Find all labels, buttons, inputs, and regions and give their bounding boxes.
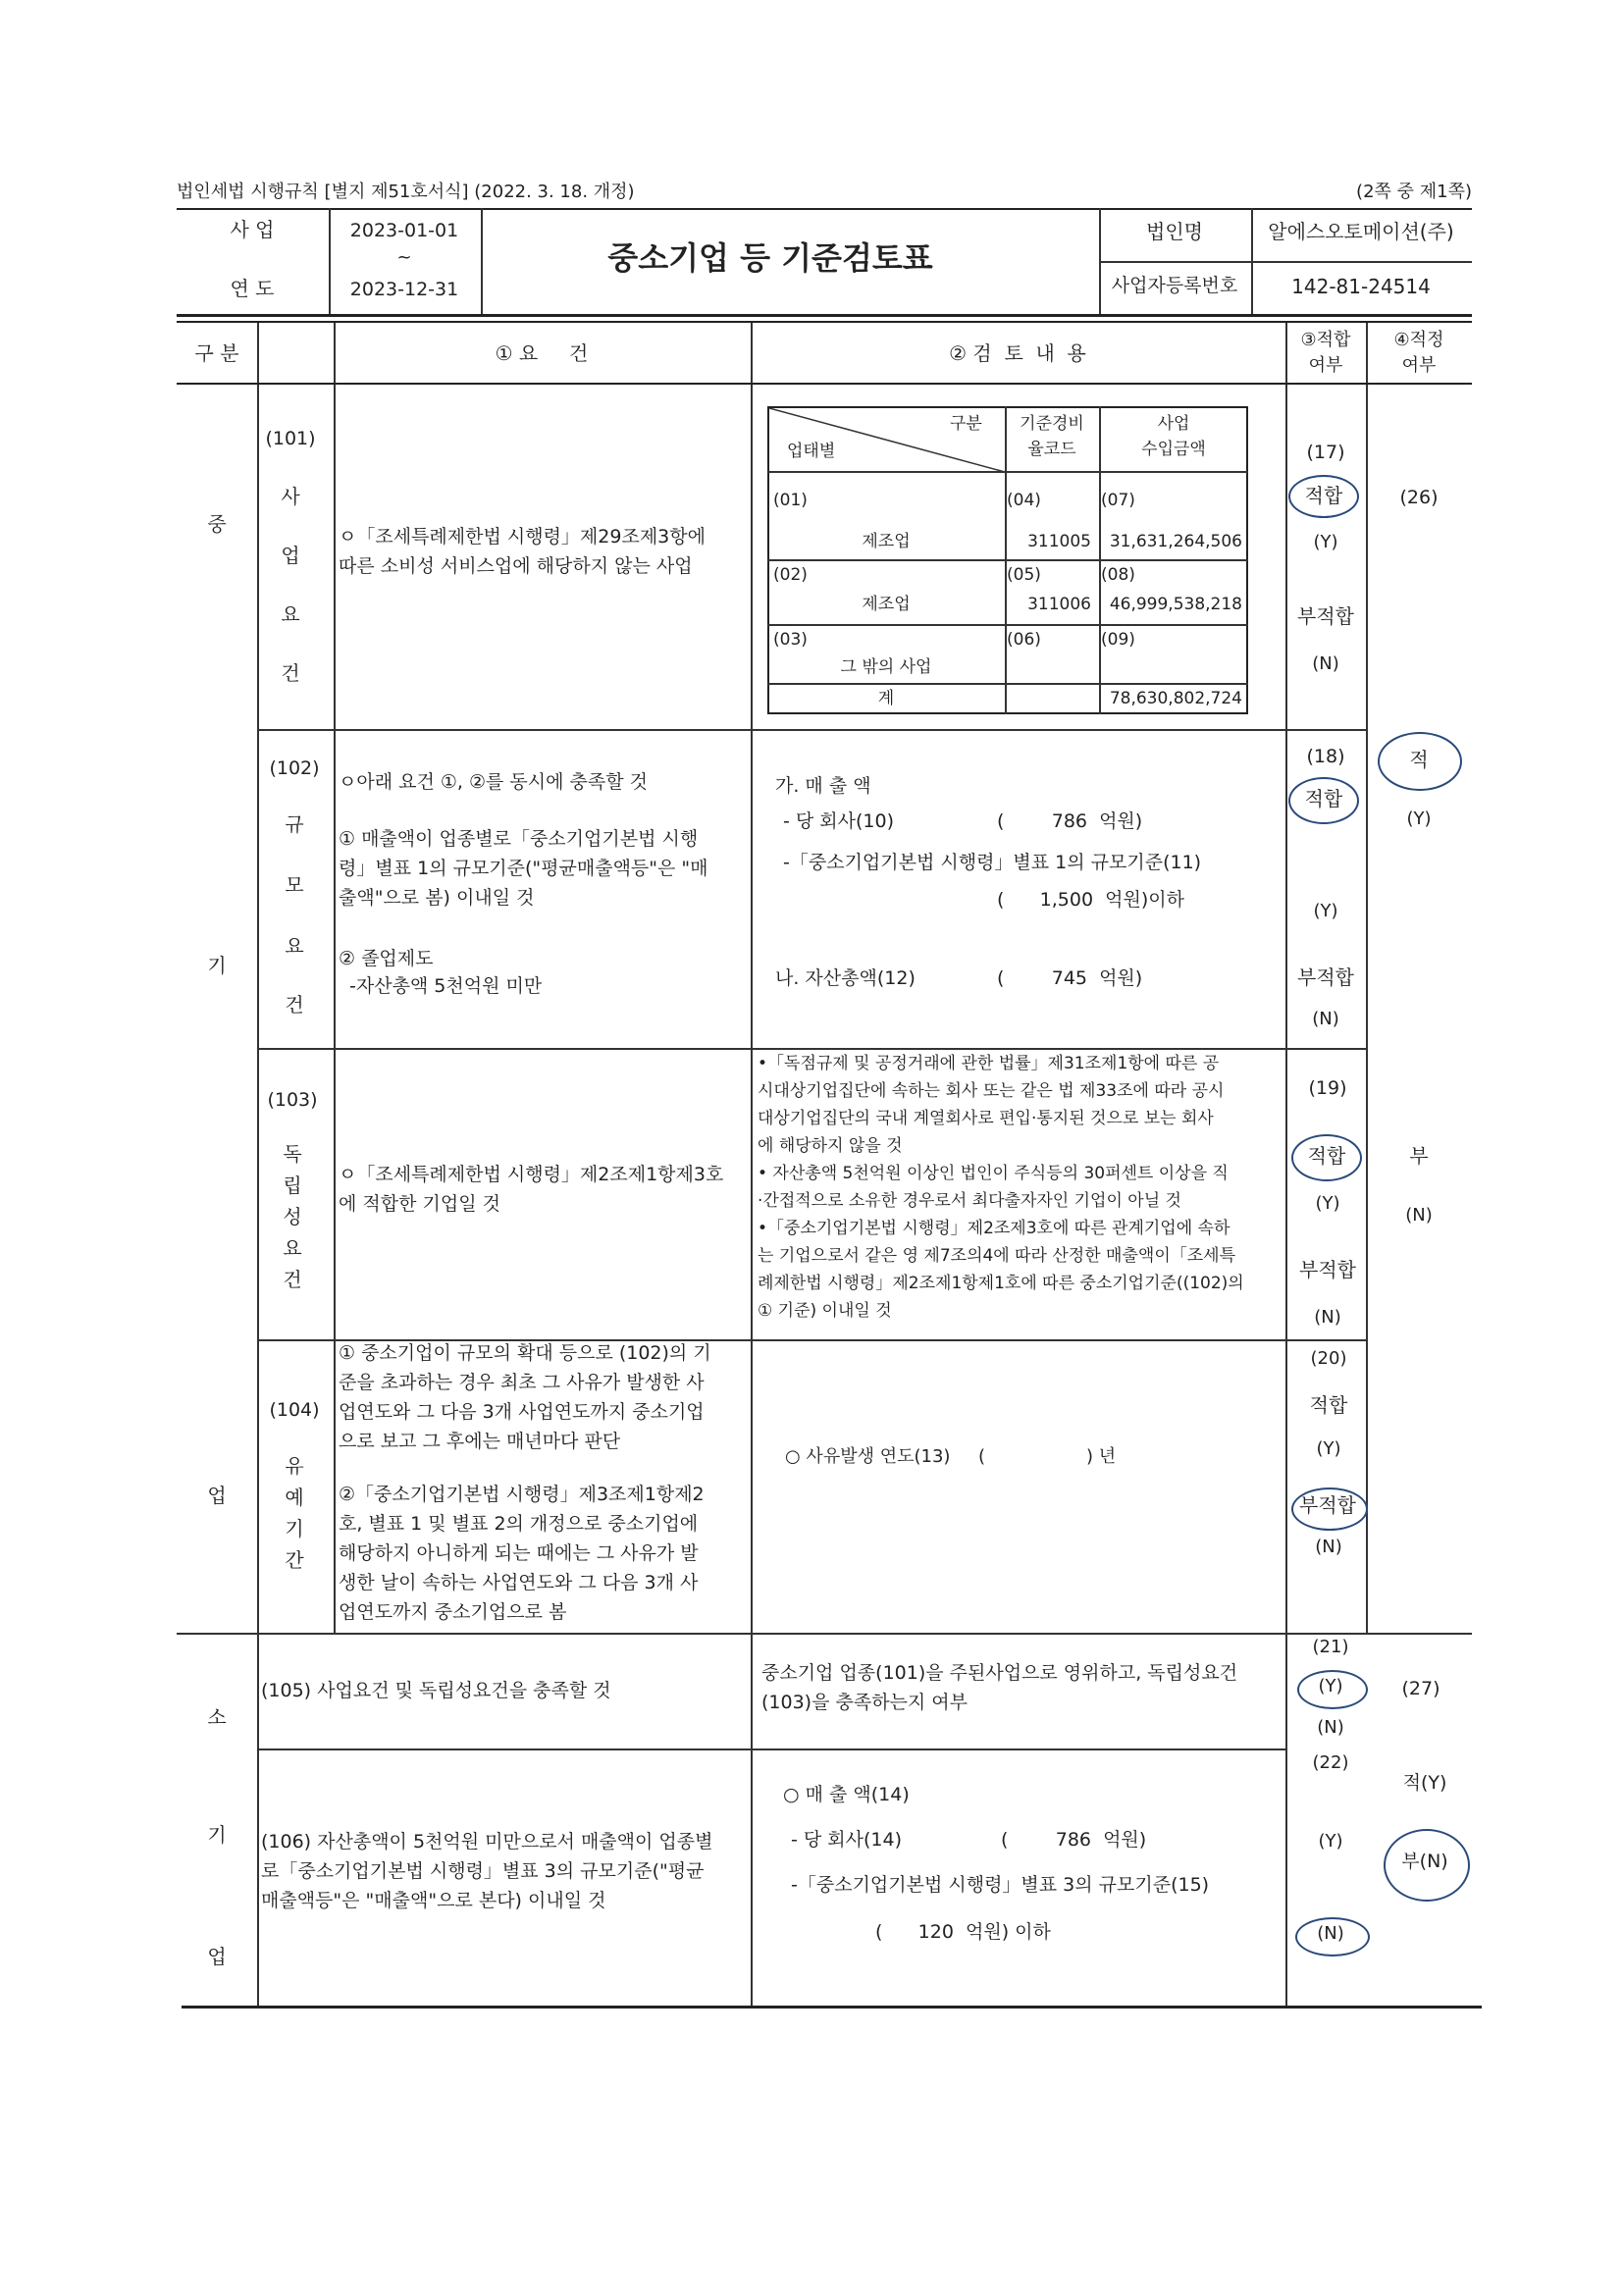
r101-fit-y: (Y) [1313,532,1338,552]
r105-fit-code: (21) [1312,1637,1349,1657]
r102-proper-y: (Y) [1406,809,1432,829]
r101-name-1: 업 [281,544,300,567]
r101-req-1: 따른 소비성 서비스업에 해당하지 않는 사업 [339,555,693,577]
r104-req-7: 해당하지 아니하게 되는 때에는 그 사유가 발 [339,1542,699,1564]
r101-row0-amount: 31,631,264,506 [1109,532,1242,551]
r102-name-2: 요 [285,934,304,958]
r103-rev-0: •「독점규제 및 공정거래에 관한 법률」제31조제1항에 따른 공 [758,1054,1220,1073]
r101-row1-amount: 46,999,538,218 [1109,595,1242,614]
r101-name-0: 사 [281,485,300,508]
r104-name-2: 기 [285,1517,304,1540]
r101-total-label: 계 [877,689,895,708]
r102-name-1: 모 [285,873,304,897]
date-tilde: ~ [396,247,412,268]
r103-fit-n: (N) [1314,1307,1341,1328]
r102-rev-2v: ( 786 억원) [997,810,1143,832]
r104-name-1: 예 [285,1486,304,1509]
r103-fit-no: 부적합 [1299,1258,1356,1281]
r105-req: (105) 사업요건 및 독립성요건을 충족할 것 [261,1680,611,1701]
r104-rev: ○ 사유발생 연도(13) ( ) 년 [785,1446,1117,1467]
r102-fit-yes: 적합 [1304,787,1343,810]
r104-fit-code: (20) [1310,1348,1347,1369]
r101-total: 78,630,802,724 [1109,689,1242,708]
r103-rev-2: 대상기업집단의 국내 계열회사로 편입·통지된 것으로 보는 회사 [758,1109,1214,1128]
r104-req-9: 업연도까지 중소기업으로 봄 [339,1601,567,1623]
r103-rev-9: ① 기준) 이내일 것 [758,1301,892,1321]
side-small-1: 소 [207,1705,227,1729]
r102-fit-n: (N) [1312,1009,1339,1029]
r101-row1-n1: (02) [773,565,808,585]
year-label-1: 사 업 [230,218,275,241]
col-fit-1: ③적합 [1300,330,1351,350]
r106-req-1: 로「중소기업기본법 시행령」별표 3의 규모기준("평균 [261,1860,705,1882]
form-reference: 법인세법 시행규칙 [별지 제51호서식] (2022. 3. 18. 개정) [177,182,635,202]
r105-rev-1: (103)을 충족하는지 여부 [761,1692,969,1713]
r104-fit-no: 부적합 [1299,1493,1356,1517]
r106-proper-no: 부(N) [1401,1851,1448,1872]
r106-req-2: 매출액등"은 "매출액"으로 본다) 이내일 것 [261,1890,606,1911]
r102-rev-3v: ( 1,500 억원)이하 [997,889,1184,911]
side-sme-3: 업 [207,1484,227,1507]
col-proper-1: ④적정 [1393,330,1444,350]
r102-fit-code: (18) [1306,746,1345,767]
r104-name-0: 유 [285,1454,304,1478]
r104-req-0: ① 중소기업이 규모의 확대 등으로 (102)의 기 [339,1342,711,1364]
r103-name-4: 건 [283,1268,302,1291]
col-requirement: ① 요 건 [495,341,589,365]
r101-row2-n2: (06) [1007,630,1041,650]
date-to: 2023-12-31 [349,279,459,300]
r103-fit-yes: 적합 [1307,1144,1346,1168]
col-proper-2: 여부 [1401,355,1437,376]
r103-rev-1: 시대상기업집단에 속하는 회사 또는 같은 법 제33조에 따라 공시 [758,1081,1225,1101]
r106-rev-2: - 당 회사(14) [791,1829,902,1851]
r105-proper-code: (27) [1401,1678,1440,1699]
r102-req-1: ㅇ아래 요건 ①, ②를 동시에 충족할 것 [339,771,648,793]
col-fit-2: 여부 [1308,355,1343,376]
side-small-2: 기 [207,1823,227,1847]
r102-name-0: 규 [285,812,304,836]
r104-req-2: 업연도와 그 다음 3개 사업연도까지 중소기업 [339,1401,705,1423]
r103-rev-7: 는 기업으로서 같은 영 제7조의4에 따라 산정한 매출액이「조세특 [758,1246,1236,1266]
r101-fit-yes: 적합 [1304,484,1343,507]
r104-req-8: 생한 날이 속하는 사업연도와 그 다음 3개 사 [339,1572,699,1593]
r103-req-1: 에 적합한 기업일 것 [339,1193,500,1215]
r103-rev-3: 에 해당하지 않을 것 [758,1136,903,1156]
r101-row2-n3: (09) [1101,630,1135,650]
r101-table-h-type: 업태별 [787,442,836,461]
r101-fit-no: 부적합 [1297,604,1354,628]
side-sme-2: 기 [207,954,227,977]
r101-req-0: ㅇ「조세특례제한법 시행령」제29조제3항에 [339,526,706,548]
r105-fit-y: (Y) [1318,1676,1343,1696]
r101-row0-n2: (04) [1007,491,1041,510]
col-division: 구 분 [194,341,239,365]
r106-rev-1: ○ 매 출 액(14) [783,1784,910,1805]
r102-rev-2: - 당 회사(10) [783,810,894,832]
r103-req-0: ㅇ「조세특례제한법 시행령」제2조제1항제3호 [339,1164,724,1185]
r102-proper-yes: 적 [1409,748,1429,771]
r101-row0-type: 제조업 [862,532,911,551]
side-sme-1: 중 [207,512,227,536]
r101-row0-n3: (07) [1101,491,1135,510]
biz-no: 142-81-24514 [1291,275,1431,298]
r102-rev-4: 나. 자산총액(12) [775,967,916,989]
r101-table-h-code-2: 율코드 [1027,440,1076,459]
r101-row2-type: 그 밖의 사업 [840,657,932,677]
r104-req-3: 으로 보고 그 후에는 매년마다 판단 [339,1431,621,1452]
r106-fit-code: (22) [1312,1752,1349,1773]
r101-row1-type: 제조업 [862,595,911,614]
r103-rev-5: ·간접적으로 소유한 경우로서 최다출자자인 기업이 아닐 것 [758,1191,1181,1211]
r101-code: (101) [265,428,316,449]
r103-proper-n: (N) [1405,1205,1433,1226]
r102-fit-no: 부적합 [1297,965,1354,989]
r103-name-1: 립 [283,1174,302,1197]
r106-rev-2v: ( 786 억원) [1001,1829,1147,1851]
r101-row2-n1: (03) [773,630,808,650]
r104-req-1: 준을 초과하는 경우 최초 그 사유가 발생한 사 [339,1372,705,1393]
r101-row1-n3: (08) [1101,565,1135,585]
r101-table-h-rev-1: 사업 [1157,414,1190,434]
r101-table-h-code-1: 기준경비 [1020,414,1084,434]
r102-rev-4v: ( 745 억원) [997,967,1143,989]
r103-code: (103) [267,1089,318,1111]
r101-proper-code: (26) [1399,487,1439,508]
r102-req-2-1: 령」별표 1의 규모기준("평균매출액등"은 "매 [339,858,708,879]
r102-req-2-0: ① 매출액이 업종별로「중소기업기본법 시행 [339,828,699,850]
r102-req-3: ② 졸업제도 [339,948,434,969]
r106-req-0: (106) 자산총액이 5천억원 미만으로서 매출액이 업종별 [261,1831,713,1852]
r101-name-3: 건 [281,661,300,685]
r104-fit-y: (Y) [1316,1438,1341,1459]
r104-name-3: 간 [285,1548,304,1572]
r104-fit-n: (N) [1315,1537,1342,1557]
r105-fit-n: (N) [1317,1717,1344,1738]
r102-rev-1: 가. 매 출 액 [775,775,871,797]
r102-code: (102) [269,757,320,779]
r101-row0-code: 311005 [1027,532,1091,551]
r103-name-0: 독 [283,1142,302,1166]
page-reference: (2쪽 중 제1쪽) [1356,182,1472,202]
biz-no-label: 사업자등록번호 [1111,275,1238,296]
r106-fit-y: (Y) [1318,1831,1343,1852]
r103-name-3: 요 [283,1236,302,1260]
r103-rev-6: •「중소기업기본법 시행령」제2조제3호에 따른 관계기업에 속하 [758,1219,1230,1238]
r101-row0-n1: (01) [773,491,808,510]
corp-name-label: 법인명 [1146,220,1203,243]
r102-name-3: 건 [285,993,304,1017]
r101-name-2: 요 [281,602,300,626]
r101-row1-code: 311006 [1027,595,1091,614]
r106-rev-3: -「중소기업기본법 시행령」별표 3의 규모기준(15) [791,1874,1210,1896]
r104-fit-yes: 적합 [1309,1393,1348,1417]
r104-req-5: ②「중소기업기본법 시행령」제3조제1항제2 [339,1484,705,1505]
corp-name: 알에스오토메이션(주) [1268,220,1454,243]
date-from: 2023-01-01 [349,220,459,241]
page-title: 중소기업 등 기준검토표 [607,239,933,277]
r103-proper-no: 부 [1409,1144,1429,1168]
r102-fit-y: (Y) [1313,901,1338,921]
r102-rev-3: -「중소기업기본법 시행령」별표 1의 규모기준(11) [783,852,1202,873]
r102-req-4: -자산총액 5천억원 미만 [349,975,543,997]
r101-table-h-rev-2: 수입금액 [1141,440,1206,459]
r101-row1-n2: (05) [1007,565,1041,585]
r103-rev-4: • 자산총액 5천억원 이상인 법인이 주식등의 30퍼센트 이상을 직 [758,1164,1229,1183]
r103-rev-8: 례제한법 시행령」제2조제1항제1호에 따른 중소기업기준((102)의 [758,1274,1244,1293]
side-small-3: 업 [207,1945,227,1968]
r103-fit-code: (19) [1308,1077,1347,1099]
r104-req-6: 호, 별표 1 및 별표 2의 개정으로 중소기업에 [339,1513,699,1535]
r104-code: (104) [269,1399,320,1421]
r106-rev-3v: ( 120 억원) 이하 [875,1921,1051,1943]
year-label-2: 연 도 [230,277,275,300]
r101-fit-n: (N) [1312,653,1339,674]
r102-req-2-2: 출액"으로 봄) 이내일 것 [339,887,535,909]
r103-name-2: 성 [283,1205,302,1228]
r106-fit-n: (N) [1317,1923,1344,1944]
r106-proper-yes: 적(Y) [1402,1772,1447,1794]
r105-rev-0: 중소기업 업종(101)을 주된사업으로 영위하고, 독립성요건 [761,1662,1238,1684]
col-review: ② 검 토 내 용 [949,341,1086,365]
r101-fit-code: (17) [1306,442,1345,463]
r101-table-h-gubun: 구분 [950,414,982,434]
r103-fit-y: (Y) [1315,1193,1340,1214]
